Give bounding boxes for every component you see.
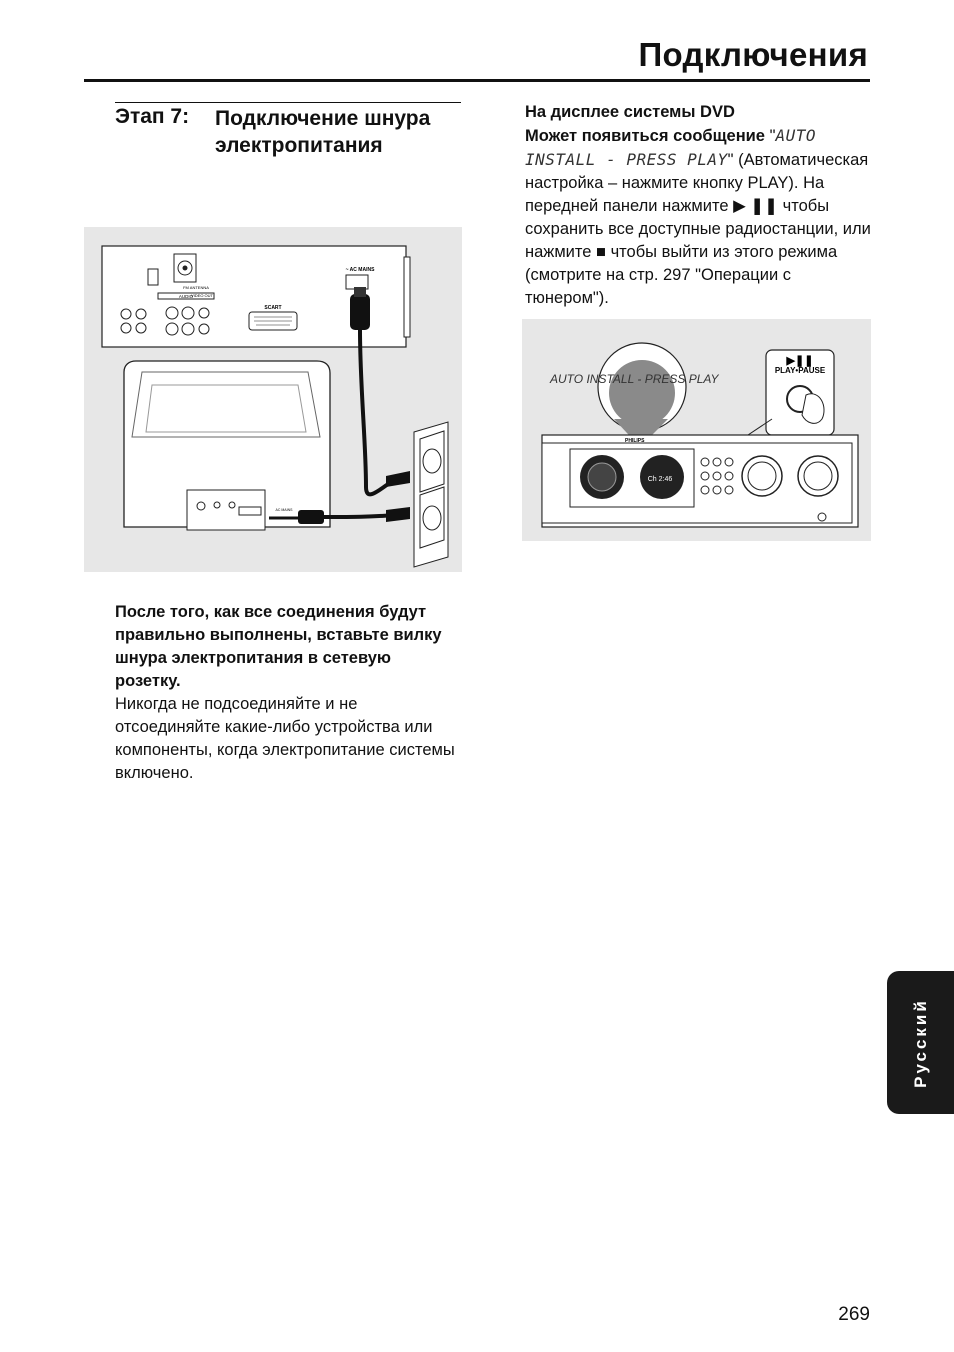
instruction-body-3: чтобы выйти из этого режима (смотрите на стр. 297 "Операции с тюнером").: [525, 243, 838, 307]
ac-mains-label: ~ AC MAINS: [345, 267, 375, 273]
audio-label: AUDIO: [178, 294, 194, 299]
play-pause-icon: ▶ ❚❚: [733, 197, 779, 215]
power-connection-figure: [84, 227, 462, 572]
step-title: Подключение шнура электропитания: [215, 107, 431, 157]
language-label: Русский: [910, 997, 930, 1088]
front-panel-figure: [522, 319, 871, 541]
scart-label: SCART: [264, 305, 282, 311]
instruction-subheading: Может появиться сообщение: [525, 127, 765, 145]
tv-ac-mains-label: AC MAINS: [275, 508, 293, 512]
play-pause-label: PLAY•PAUSE: [774, 366, 826, 375]
page-title: Подключения: [638, 36, 868, 73]
safety-note-body: Никогда не подсоединяйте и не отсоединяйте какие-либо устройства или компоненты, когда электропитание системы включено.: [115, 695, 455, 782]
video-out-label: VIDEO OUT: [190, 293, 214, 298]
step-divider: [115, 102, 461, 103]
fm-antenna-label: FM ANTENNA: [183, 285, 209, 290]
lcd-message: AUTO INSTALL - PRESS PLAY: [525, 126, 816, 169]
instruction-heading: На дисплее системы DVD: [525, 103, 735, 121]
svg-text:Ch 2:46: Ch 2:46: [647, 476, 673, 483]
display-instruction: На дисплее системы DVD Может появиться сообщение "AUTO INSTALL - PRESS PLAY" (Автоматическая настройка – нажмите кнопку PLAY). На передней панели нажмите ▶ ❚❚ чтобы сохранить все доступные радиостанции, или нажмите ■ чтобы выйти из этого режима (смотрите на стр. 297 "Операции с тюнером").: [525, 103, 871, 307]
language-tab: [887, 971, 954, 1114]
wall-socket: [414, 422, 448, 567]
brand-logo: PHILIPS: [625, 438, 645, 444]
lcd-readout: AUTO INSTALL - PRESS PLAY: [550, 372, 719, 386]
step-label: Этап 7:: [115, 105, 190, 128]
safety-note: [115, 601, 461, 785]
stop-icon: ■: [596, 243, 606, 261]
title-divider: [84, 79, 870, 82]
instruction-body-2: чтобы сохранить все доступные радиостанции, или нажмите: [525, 197, 871, 261]
play-pause-symbol: ▶❚❚: [786, 355, 814, 367]
page-number: 269: [838, 1304, 870, 1325]
safety-note-bold: После того, как все соединения будут правильно выполнены, вставьте вилку шнура электропитания в сетевую розетку.: [115, 603, 442, 690]
instruction-body-1: (Автоматическая настройка – нажмите кнопку PLAY). На передней панели нажмите: [525, 151, 869, 215]
